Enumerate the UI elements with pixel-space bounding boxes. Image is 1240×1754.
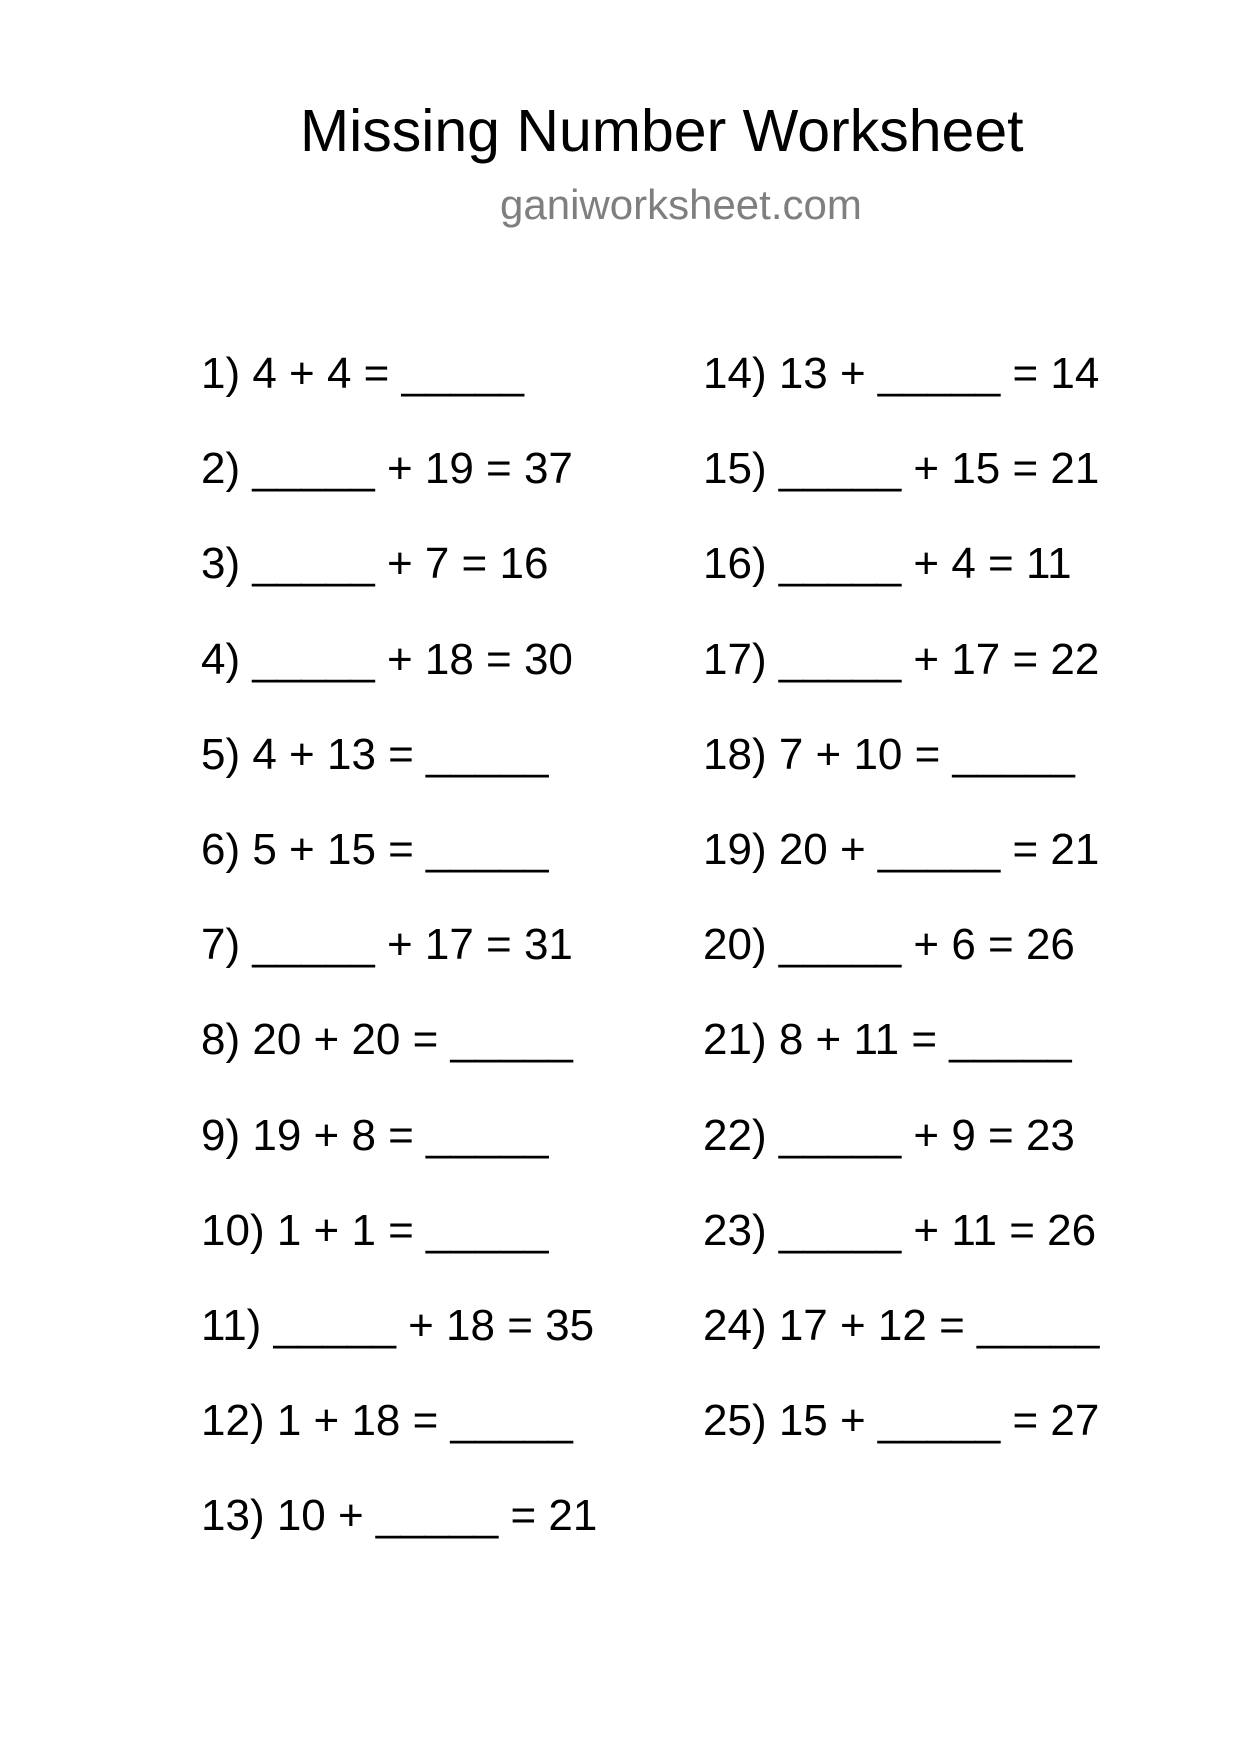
problem-number: 1)	[201, 349, 241, 398]
problem-equation: 1 + 18 = _____	[276, 1396, 573, 1446]
problem-number: 4)	[201, 634, 241, 684]
problem-number: 10)	[201, 1205, 265, 1255]
problem-equation: 17 + 12 = _____	[778, 1300, 1100, 1350]
problem-equation: 20 + _____ = 21	[778, 824, 1100, 874]
problem-number: 8)	[201, 1015, 241, 1065]
problem-number: 20)	[703, 920, 767, 970]
problem-number: 2)	[201, 444, 241, 494]
problems-right-column	[703, 346, 1099, 1488]
problem-number: 9)	[201, 1110, 241, 1160]
problem-number: 15)	[703, 444, 767, 494]
problem-number: 16)	[703, 539, 767, 589]
problem-item	[703, 1298, 1099, 1393]
problem-number: 6)	[201, 824, 241, 874]
problem-item	[703, 632, 1099, 727]
problem-item	[201, 1298, 597, 1393]
problem-equation: _____ + 18 = 35	[273, 1300, 595, 1350]
problem-number: 24)	[703, 1300, 767, 1350]
problem-equation: 5 + 15 = _____	[252, 824, 549, 874]
problem-item	[201, 346, 597, 441]
worksheet-source: ganiworksheet.com	[500, 181, 862, 228]
problem-item	[201, 1108, 597, 1203]
problem-item	[703, 822, 1099, 917]
problem-equation: 10 + _____ = 21	[276, 1491, 598, 1541]
problem-equation: _____ + 7 = 16	[252, 539, 549, 589]
problem-item	[201, 441, 597, 536]
problem-item	[703, 1203, 1099, 1298]
problem-equation: 19 + 8 = _____	[252, 1110, 549, 1160]
problem-item	[201, 1393, 597, 1488]
problem-item	[703, 727, 1099, 822]
problem-number: 12)	[201, 1396, 265, 1446]
problem-number: 22)	[703, 1110, 767, 1160]
problem-equation: _____ + 15 = 21	[778, 444, 1100, 494]
problem-equation: 20 + 20 = _____	[252, 1015, 573, 1065]
worksheet-title: Missing Number Worksheet	[300, 98, 1024, 164]
problem-item	[703, 917, 1099, 1012]
problem-equation: 15 + _____ = 27	[778, 1396, 1100, 1446]
problem-equation: 13 + _____ = 14	[778, 349, 1100, 398]
problem-number: 25)	[703, 1396, 767, 1446]
problem-item	[703, 1012, 1099, 1107]
problem-number: 11)	[201, 1300, 262, 1350]
problem-item	[703, 536, 1099, 631]
problem-equation: _____ + 9 = 23	[778, 1110, 1075, 1160]
problem-equation: _____ + 19 = 37	[252, 444, 573, 494]
problem-number: 18)	[703, 729, 767, 779]
problem-item	[703, 441, 1099, 536]
problem-equation: 4 + 13 = _____	[252, 729, 549, 779]
problem-item	[703, 1108, 1099, 1203]
problem-equation: 4 + 4 = _____	[252, 349, 524, 398]
problem-number: 23)	[703, 1205, 767, 1255]
problem-item	[201, 1488, 597, 1583]
problem-item	[201, 536, 597, 631]
problem-equation: _____ + 11 = 26	[778, 1205, 1097, 1255]
problem-item	[201, 1012, 597, 1107]
problem-number: 21)	[703, 1015, 767, 1065]
problem-equation: _____ + 17 = 22	[778, 634, 1100, 684]
problem-number: 14)	[703, 349, 767, 398]
problem-number: 5)	[201, 729, 241, 779]
problem-number: 19)	[703, 824, 767, 874]
problem-number: 7)	[201, 920, 241, 970]
problem-item	[703, 1393, 1099, 1488]
problem-item	[201, 917, 597, 1012]
problem-equation: 8 + 11 = _____	[778, 1015, 1072, 1065]
problem-equation: 7 + 10 = _____	[778, 729, 1075, 779]
problem-number: 13)	[201, 1491, 265, 1541]
problem-item	[703, 346, 1099, 441]
problem-item	[201, 1203, 597, 1298]
problem-equation: _____ + 17 = 31	[252, 920, 573, 970]
problem-number: 3)	[201, 539, 241, 589]
problem-item	[201, 727, 597, 822]
problem-number: 17)	[703, 634, 767, 684]
problem-equation: 1 + 1 = _____	[276, 1205, 549, 1255]
problems-left-column	[201, 346, 597, 1583]
problem-equation: _____ + 18 = 30	[252, 634, 573, 684]
problem-equation: _____ + 4 = 11	[778, 539, 1072, 589]
problem-equation: _____ + 6 = 26	[778, 920, 1075, 970]
problem-item	[201, 822, 597, 917]
problem-item	[201, 632, 597, 727]
